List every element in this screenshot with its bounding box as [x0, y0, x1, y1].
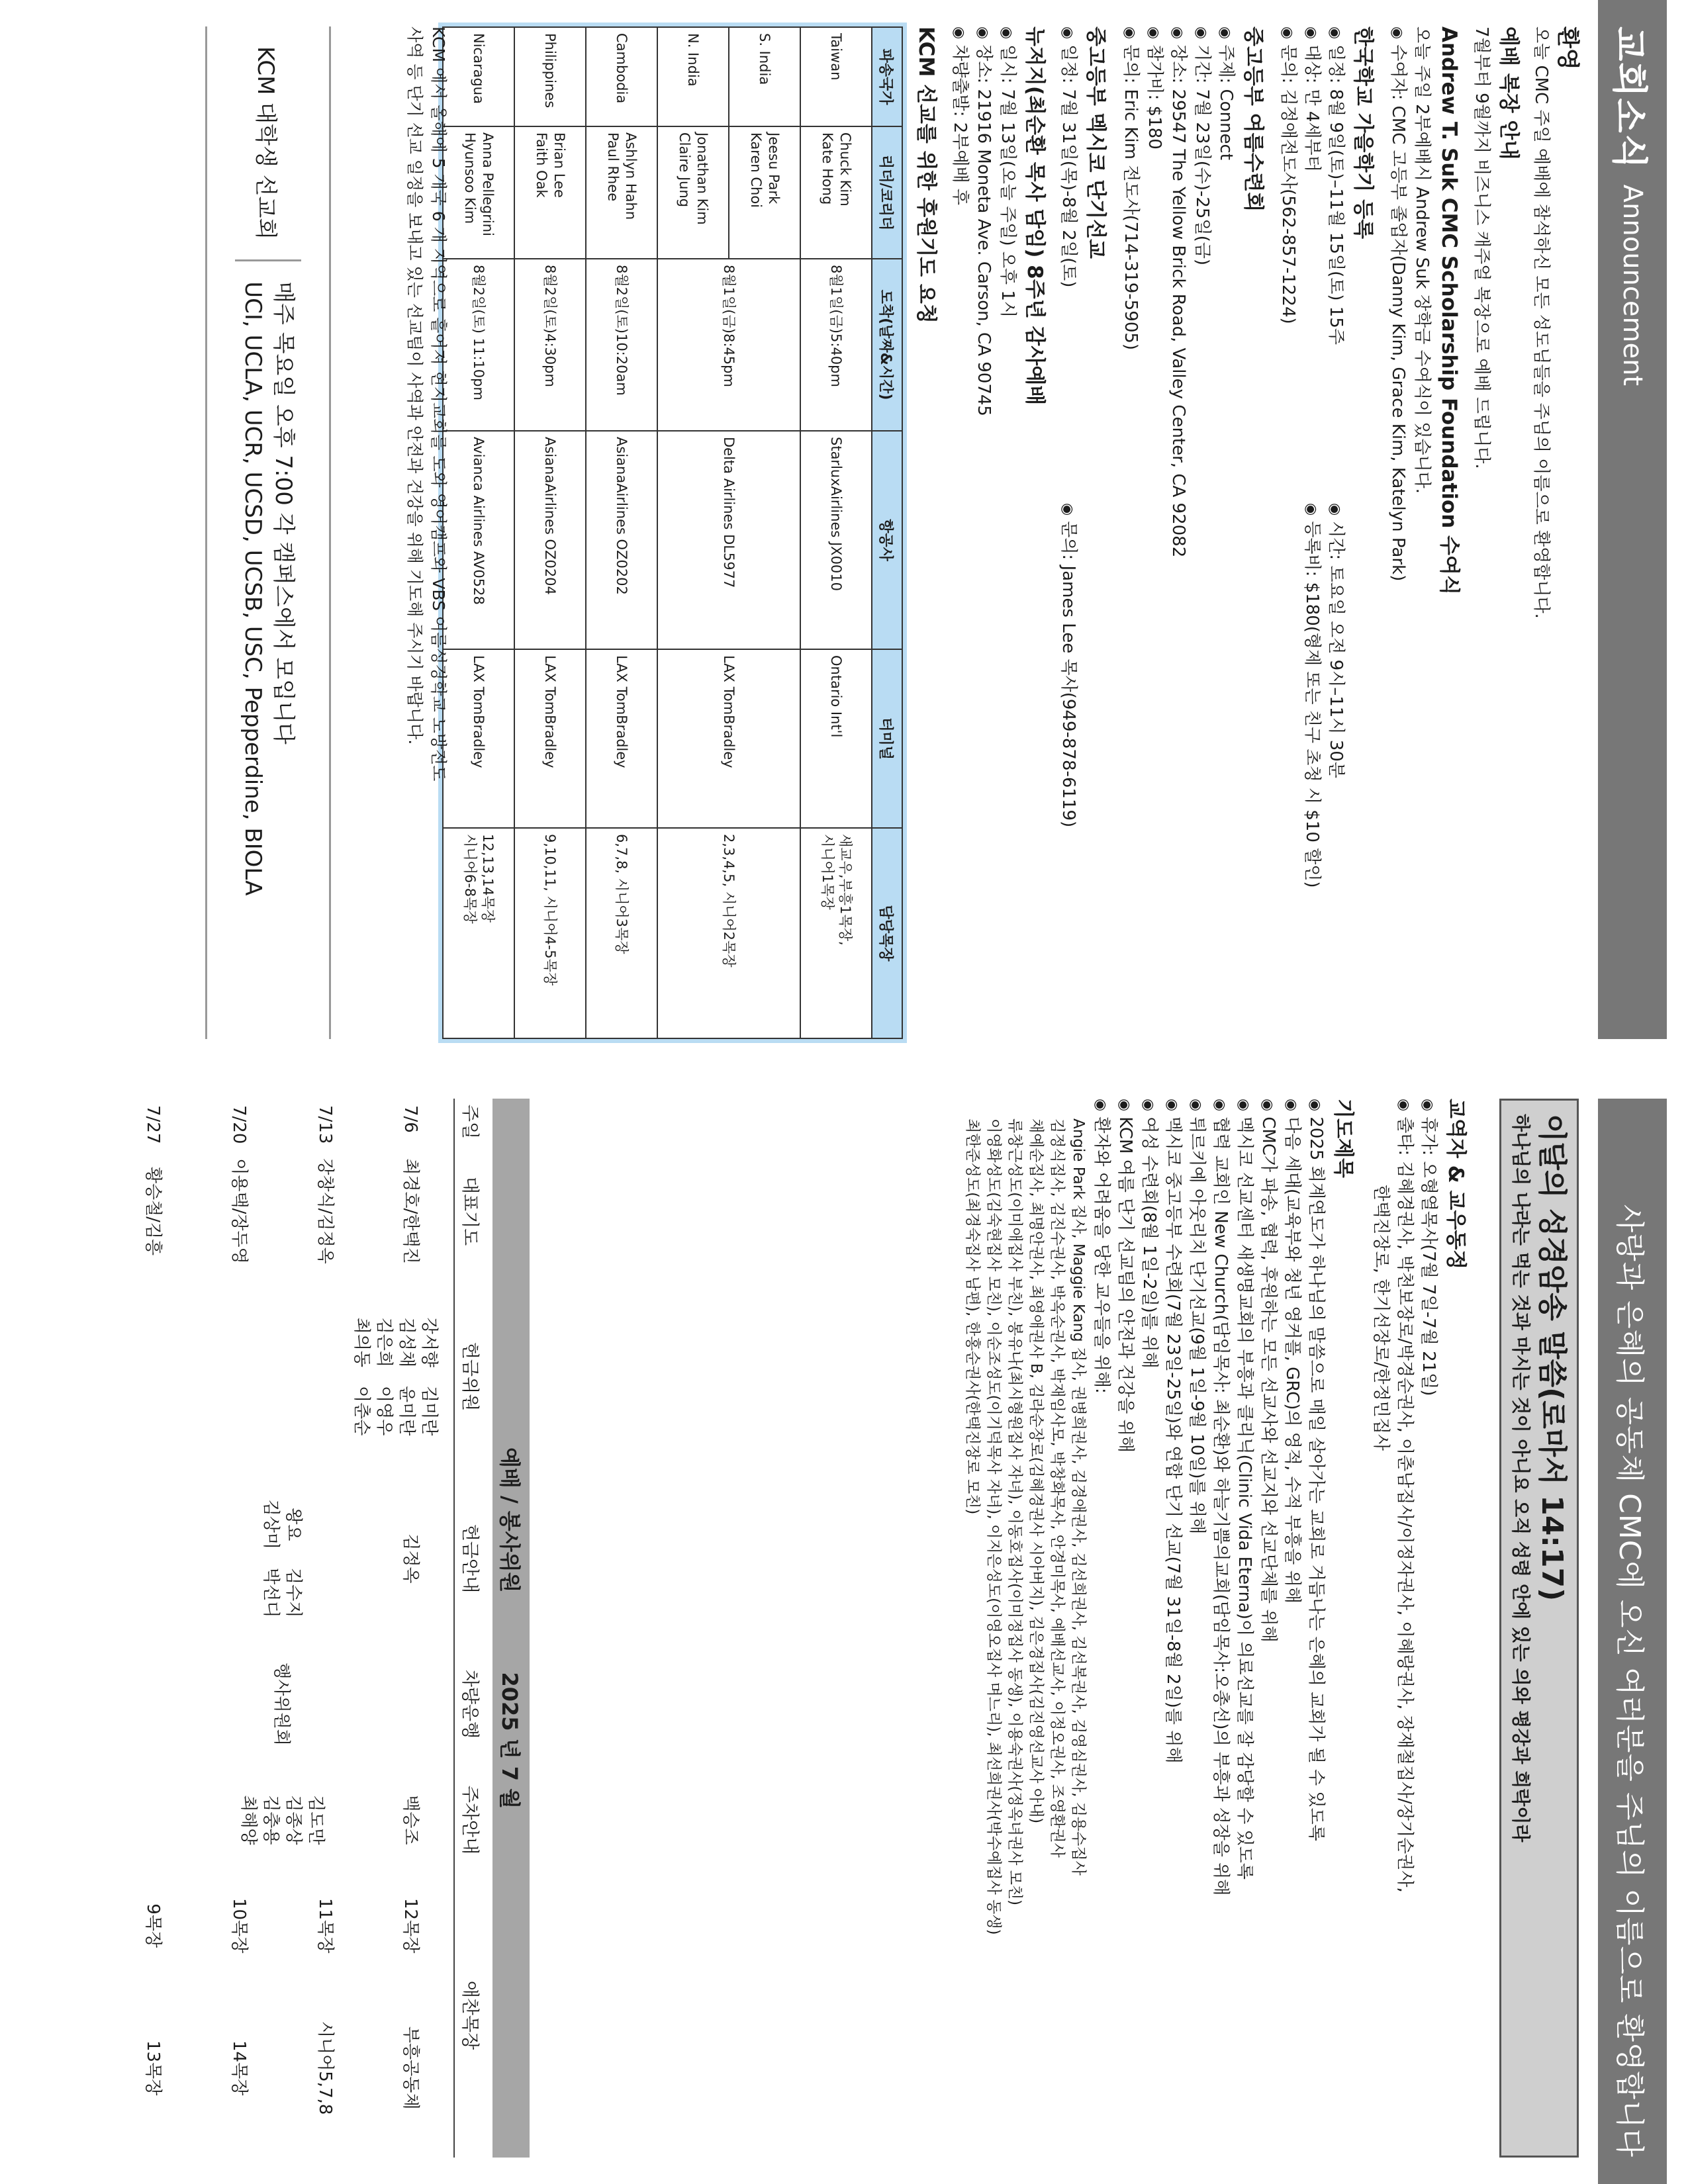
cell-group-line: 시니어1목장	[820, 834, 835, 910]
korean-school-date: ◉ 일정: 8월 9일(토)–11월 15일(토) 15주	[1323, 26, 1348, 345]
header-subtitle: Announcement	[1617, 184, 1648, 387]
pastor-news-title: 교역자 & 교우동정	[1444, 1099, 1468, 1270]
guide-member: 박선디	[261, 1568, 281, 1618]
newlife-place: ◉ 장소: 21916 Moneta Ave. Carson, CA 90745	[970, 26, 996, 416]
terminal-cell: LAX TomBradley	[443, 649, 514, 828]
service-table-header	[454, 1099, 489, 2158]
col-driving: 차량운행	[454, 1641, 489, 1767]
driving-team: 행사위원회	[271, 1662, 292, 1746]
service-prayer: 이용택/장두영	[229, 1158, 249, 1264]
col-country: 파송국가	[872, 27, 902, 126]
prayer-item: ◉ 여성 수련회(8월 1일-2일)를 위해	[1136, 1099, 1161, 1369]
offering-member: 윤미란	[397, 1386, 416, 1436]
kcm-campus-label: KCM 대학생 선교회	[252, 46, 279, 240]
cell-group-cell	[800, 828, 872, 1038]
offering-member: 최의동	[352, 1317, 371, 1367]
service-table	[110, 1099, 489, 2158]
scholarship-title: Andrew T. Suk CMC Scholarship Foundation 수여식	[1437, 26, 1461, 595]
memory-verse-title: 이달의 성경암송 말씀(로마서 14:17)	[1535, 1114, 1569, 1602]
welcome-title: 환영	[1554, 26, 1581, 70]
table-row	[368, 1099, 454, 2158]
mission-table-header	[872, 27, 902, 1038]
service-date: 7/20	[229, 1105, 249, 1144]
leader-name: Brian Lee	[551, 132, 567, 198]
arrival-cell: 8월2일(토)4:30pm	[514, 259, 586, 431]
terminal-cell: LAX TomBradley	[657, 649, 800, 828]
service-month: 2025 년 7 월	[497, 1672, 522, 1809]
country-cell: Cambodia	[586, 27, 657, 126]
scholarship-recipients: ◉ 수여자: CMC 고등부 졸업자(Danny Kim, Grace Kim, Katelyn Park)	[1385, 26, 1410, 581]
terminal-cell: Ontario Int'l	[800, 649, 872, 828]
pastor-vacation: ◉ 휴가: 오형열목사(7월 7일-7월 21일)	[1415, 1099, 1440, 1396]
meal-cell: 10목장	[229, 1898, 249, 1954]
left-header-bar	[1598, 0, 1667, 1039]
prayer-item: ◉ 다음 세대(교육부와 청년 영커플, GRC)의 영적, 수적 부흥을 위해	[1279, 1099, 1304, 1604]
service-prayer: 황승철/김흥	[143, 1166, 163, 1256]
parking-guide	[196, 1767, 368, 1873]
meal-cell: 11목장	[315, 1898, 335, 1954]
coleader-name: Claire Jung	[677, 132, 692, 208]
mexico-date: ◉ 일정: 7월 31일(목)-8월 2일(토)	[1055, 26, 1080, 287]
patient-list-line: 김정식집사, 김진수권사, 박옥순권사, 박재임사모, 박창화목사, 안경미목사, 예배선교사, 이정오권사, 조영환권사	[1049, 1118, 1066, 1858]
mexico-title: 중고등부 멕시코 단기선교	[1084, 26, 1107, 259]
guide-member: 김수지	[283, 1568, 303, 1618]
offering-member: 이춘순	[352, 1386, 371, 1436]
offering-guide: 김정옥	[400, 1533, 421, 1584]
parking-guide	[110, 1767, 196, 1873]
col-leaders: 리더/코리더	[872, 126, 902, 259]
cell-group-cell: 9,10,11, 시니어4-5목장	[514, 828, 586, 1038]
prayer-item: ◉ 2025 회계연도가 하나님의 말씀으로 매일 살아가는 교회로 거듭나는 은혜의 교회가 될 수 있도록	[1303, 1099, 1328, 1841]
offering-member: 김은희	[374, 1317, 394, 1367]
service-prayer: 강창식/김정옥	[315, 1158, 335, 1264]
newlife-title: 뉴저지(최순환 목사 담임) 8주년 감사예배	[1023, 26, 1047, 406]
parking-member: 최해양	[238, 1795, 258, 1845]
prayer-item: ◉ 협력 교회인 New Church(담임목사: 최순환)와 하늘기쁨의교회(담임목사:오총선)의 부흥과 성장을 위해	[1207, 1099, 1233, 1895]
newlife-date: ◉ 일시: 7월 13일(오늘 주일) 오후 1시	[994, 26, 1019, 318]
prayer-item: ◉ CMC가 파송, 협력, 후원하는 모든 선교사와 선교지와 선교단체를 위해	[1255, 1099, 1280, 1643]
members-away: ◉ 출타: 김혜경권사, 박천보장로/박경순권사, 이춘남집사/이정자권사, 이혜랑권사, 장재철집사/장기순권사,	[1391, 1099, 1417, 1893]
table-row	[282, 1099, 368, 2158]
parking-guide: 백승조	[400, 1795, 421, 1845]
service-title: 예배 / 봉사위원	[497, 1447, 522, 1593]
leaders-cell	[800, 126, 872, 259]
country-cell: Philippines	[514, 27, 586, 126]
kcm-note-1: KCM 에서 올해에 5 개국 6 개 지역으로 흩어져 현지교회를 도와 영어캠프와 VBS 여름성경학교 노방전도	[429, 26, 448, 782]
retreat-title: 중고등부 여름수련회	[1241, 26, 1265, 212]
leader-name: Ashlyn Hahn	[623, 132, 639, 220]
prayer-title: 기도제목	[1331, 1099, 1355, 1178]
korean-school-contact: ◉ 문의: 김정애전도사(562-857-1224)	[1275, 26, 1300, 324]
retreat-contact: ◉ 문의: Eric Kim 전도사(714-319-5905)	[1117, 26, 1143, 350]
welcome-banner: 사랑과 은혜의 공동체 CMC에 오신 여러분을 주님의 이름으로 환영합니다	[1613, 1204, 1646, 2158]
col-prayer: 대표기도	[454, 1145, 489, 1277]
patient-list-line: 이영화성도(김숙현집사 모친), 이순조성도(이기덕목사 자녀), 이지은성도(이영오집사 며느리), 최선희권사(박수예집사 동생)	[985, 1118, 1002, 1935]
leaders-cell	[586, 126, 657, 259]
cell-group-line: 12,13,14목장	[480, 834, 496, 923]
header-title: 교회소식	[1609, 26, 1651, 170]
leader-name: Anna Pellegrini	[480, 132, 496, 236]
col-airline: 항공사	[872, 431, 902, 649]
table-row	[443, 27, 514, 1038]
offering-guide	[110, 1476, 196, 1641]
coleader-name: Paul Rhee	[605, 132, 621, 202]
welcome-text: 오늘 CMC 주일 예배에 참석하신 모든 성도님들을 주님의 이름으로 환영합니다.	[1531, 26, 1551, 619]
airline-cell: Avianca Airlines AV0528	[443, 431, 514, 649]
table-row	[586, 27, 657, 1038]
arrival-cell: 8월2일(토)10:20am	[586, 259, 657, 431]
offering-guide	[196, 1476, 368, 1641]
retreat-fee: ◉ 참가비: $180	[1141, 26, 1166, 150]
terminal-cell: LAX TomBradley	[514, 649, 586, 828]
kcm-campus-info	[238, 261, 299, 915]
scholarship-text: 오늘 주일 2부예배시 Andrew Suk 장학금 수여식이 있습니다.	[1412, 26, 1432, 494]
coleader-name: Hyunsoo Kim	[462, 132, 478, 224]
country-cell: Taiwan	[800, 27, 872, 126]
terminal-cell: LAX TomBradley	[586, 649, 657, 828]
prayer-item: ◉ KCM 여름 단기 선교팀의 안전과 건강을 위해	[1112, 1099, 1137, 1453]
col-parking: 주차안내	[454, 1767, 489, 1873]
dress-title: 예배 복장 안내	[1497, 26, 1521, 160]
prayer-item: ◉ 환자와 어려움을 당한 교우들을 위해:	[1088, 1099, 1113, 1394]
korean-school-target: ◉ 대상: 만 4세부터	[1299, 26, 1324, 172]
airline-cell: AsianaAirlines OZ0204	[514, 431, 586, 649]
service-date: 7/6	[400, 1105, 421, 1133]
service-date: 7/27	[143, 1105, 163, 1144]
retreat-period: ◉ 기간: 7월 23일(수)-25일(금)	[1189, 26, 1214, 265]
coleader-name: Kate Hong	[820, 132, 835, 205]
country-cell: N. India	[657, 27, 729, 126]
meal-cell: 13목장	[143, 2040, 163, 2096]
arrival-cell: 8월1일(금)5:40pm	[800, 259, 872, 431]
mission-table	[442, 26, 903, 1039]
patient-list-line: 채예순집사, 최명안권사, 최영애권사 B, 김라순장로(김혜경권사 시아버지), 김은경집사(김진영선교사 아내)	[1027, 1118, 1045, 1824]
coleader-name: Karen Choi	[748, 132, 764, 208]
table-row	[110, 1099, 196, 2158]
dress-text: 7월부터 9월까지 비즈니스 캐주얼 복장으로 예배 드립니다.	[1472, 26, 1491, 469]
kcm-campus-list: UCI, UCLA, UCR, UCSD, UCSB, USC, Pepperdine, BIOLA	[240, 281, 266, 896]
offering-member: 강서향	[419, 1317, 439, 1367]
korean-school-fee: ◉ 등록비: $180(형제 또는 친구 초청 시 $10 할인)	[1299, 503, 1324, 888]
country-cell: S. India	[729, 27, 800, 126]
airline-cell: StarluxAirlines JX0010	[800, 431, 872, 649]
airline-cell: Delta Airlines DL5977	[657, 431, 800, 649]
meal-cell: 14목장	[229, 2040, 249, 2096]
service-title-bar	[492, 1099, 530, 2158]
leaders-cell	[443, 126, 514, 259]
guide-member: 김상미	[261, 1499, 281, 1549]
patient-list-line: 최한준성도(최경숙집사 남편), 한홍순권사(한택진장로 모친)	[964, 1118, 981, 1515]
kcm-campus-bar	[205, 26, 331, 1039]
offering-team	[110, 1277, 454, 1476]
offering-member: 김성채	[397, 1317, 416, 1367]
col-meal: 애찬목장	[454, 1873, 489, 2158]
leader-name: Jonathan Kim	[694, 132, 710, 225]
table-row	[729, 27, 800, 1038]
meal-cell: 9목장	[143, 1903, 163, 1948]
patient-list-line: Angie Park 집사, Maggie Kang 집사, 권병희권사, 김경애권사, 김선희권사, 김선복권사, 김영심권사, 김용수집사	[1070, 1118, 1087, 1876]
leader-name: Jeesu Park	[766, 132, 782, 205]
col-cell: 담당목장	[872, 828, 902, 1038]
prayer-item: ◉ 멕시코 선교센터 새생명교회의 부흥과 클리닉(Clinic Vida Eterna)이 의료선교를 잘 감당할 수 있도록	[1231, 1099, 1256, 1880]
korean-school-time: ◉ 시간: 토요일 오전 9시–11시 30분	[1323, 503, 1348, 778]
airline-cell: AsianaAirlines OZ0202	[586, 431, 657, 649]
cell-group-cell: 6,7,8, 시니어3목장	[586, 828, 657, 1038]
offering-member: 이영우	[374, 1386, 394, 1436]
offering-member: 김미란	[419, 1386, 439, 1436]
cell-group-line: 시니어6-8목장	[462, 834, 478, 924]
meal-cell: 시니어5,7,8	[315, 2021, 335, 2115]
kcm-campus-time: 매주 목요일 오후 7:00 각 캠퍼스에서 모입니다	[270, 281, 297, 745]
col-offering: 헌금위원	[454, 1277, 489, 1476]
patient-list-line: 류창근성도(이미애집사 부친), 봉유나(최시형원집사 자녀), 이동호집사(이미정집사 동생), 이용숙권사(정옥녀권사 모친)	[1006, 1118, 1023, 1906]
parking-member: 김종상	[283, 1795, 303, 1845]
memory-verse-text: 하나님의 나라는 먹는 것과 마시는 것이 아니요 오직 성령 안에 있는 의와 평강과 희락이라	[1510, 1114, 1532, 1843]
right-header-bar	[1598, 1099, 1667, 2184]
prayer-item: ◉ 튀르키예 아웃리치 단기선교(9월 1일-9월 10일)를 위해	[1184, 1099, 1209, 1534]
arrival-cell: 8월2일(토) 11:10pm	[443, 259, 514, 431]
memory-verse-box	[1499, 1099, 1579, 2158]
parking-member: 김충용	[261, 1795, 281, 1845]
mexico-contact: ◉ 문의: James Lee 목사(949-878-6119)	[1055, 503, 1080, 827]
leaders-cell	[514, 126, 586, 259]
prayer-item: ◉ 멕시코 중고등부 수련회(7월 23일-25일)와 연합 단기 선교(7월 31일-8월 2일)를 위해	[1160, 1099, 1185, 1763]
country-cell: Nicaragua	[443, 27, 514, 126]
guide-member: 왕요	[283, 1508, 303, 1541]
leader-name: Chuck Kim	[837, 132, 853, 206]
cell-group-cell: 2,3,4,5, 시니어2목장	[657, 828, 800, 1038]
parking-member: 김도만	[306, 1795, 326, 1845]
meal-cell: 부흥공동체	[400, 2026, 421, 2110]
kcm-note-2: 사역 등 단기 선교 일정을 보내고 있는 선교팀이 사역과 안전과 건강을 위해 기도해 주시기 바랍니다.	[405, 26, 424, 745]
members-away-cont: 한택진장로, 한기선장로/한정민집사	[1371, 1185, 1391, 1451]
service-date: 7/13	[315, 1105, 335, 1144]
cell-group-line: 새교우,부흥1목장,	[837, 834, 853, 946]
leaders-cell	[729, 126, 800, 259]
meal-cell: 12목장	[400, 1898, 421, 1954]
arrival-cell: 8월1일(금)8:45pm	[657, 259, 800, 431]
col-terminal: 터미널	[872, 649, 902, 828]
leaders-cell	[657, 126, 729, 259]
retreat-theme: ◉ 주제: Connect	[1213, 26, 1238, 160]
table-row	[514, 27, 586, 1038]
cell-group-cell	[443, 828, 514, 1038]
table-row	[800, 27, 872, 1038]
newlife-car: ◉ 차량출발: 2부예배 후	[947, 26, 972, 205]
kcm-title: KCM 선교를 위한 후원기도 요청	[914, 26, 938, 324]
col-arrival: 도착(날짜&시간)	[872, 259, 902, 431]
service-prayer: 최경호/한택진	[400, 1158, 421, 1264]
col-offering-guide: 헌금안내	[454, 1476, 489, 1641]
korean-school-title: 한국학교 가을학기 등록	[1351, 26, 1375, 240]
retreat-place: ◉ 장소: 29547 The Yellow Brick Road, Valley Center, CA 92082	[1165, 26, 1190, 557]
coleader-name: Faith Oak	[534, 132, 549, 198]
col-date: 주일	[454, 1099, 489, 1145]
